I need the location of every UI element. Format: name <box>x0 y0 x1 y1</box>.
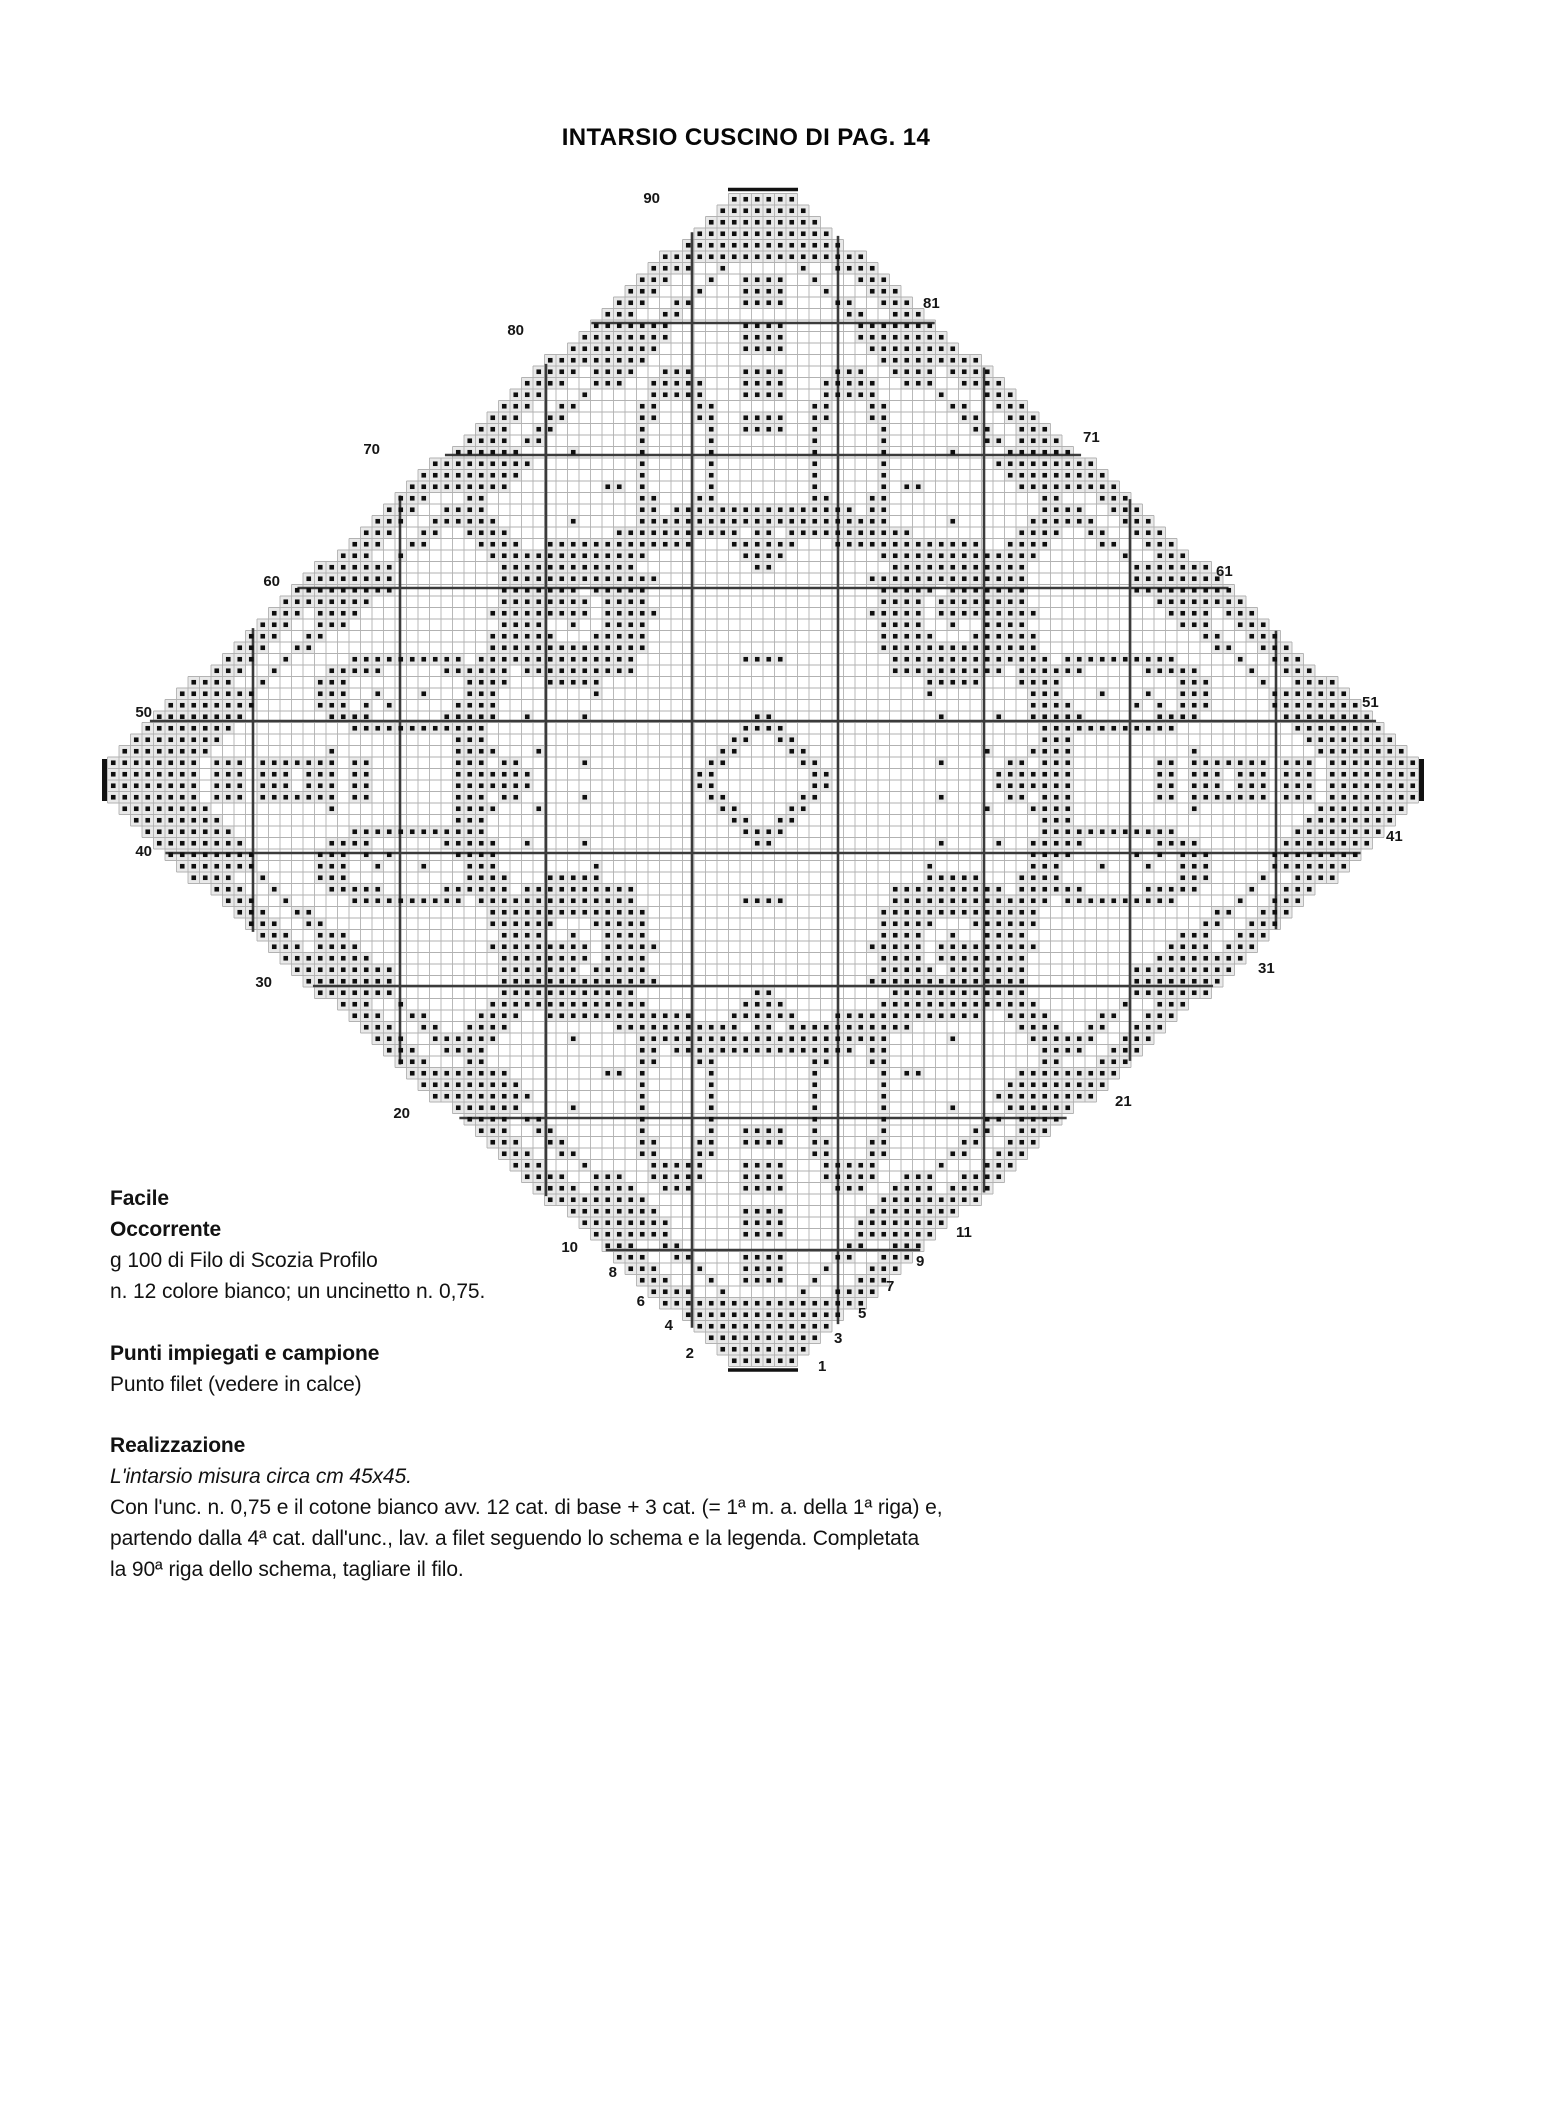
row-label-60: 60 <box>263 573 280 590</box>
row-label-6: 6 <box>636 1293 645 1310</box>
materials-section <box>110 1183 1110 1307</box>
row-label-51: 51 <box>1362 694 1379 711</box>
row-label-9: 9 <box>916 1253 925 1270</box>
row-label-11: 11 <box>956 1224 972 1241</box>
row-label-10: 10 <box>561 1239 578 1256</box>
occorrente-heading: Occorrente <box>110 1218 222 1241</box>
row-label-41: 41 <box>1386 828 1403 845</box>
page-title: INTARSIO CUSCINO DI PAG. 14 <box>561 124 931 151</box>
difficulty-label: Facile <box>110 1187 169 1210</box>
row-label-61: 61 <box>1216 563 1233 580</box>
punti-line: Punto filet (vedere in calce) <box>110 1373 362 1396</box>
row-label-50: 50 <box>135 704 152 721</box>
row-label-21: 21 <box>1115 1093 1132 1110</box>
realizzazione-heading: Realizzazione <box>110 1434 246 1457</box>
row-label-31: 31 <box>1258 960 1275 977</box>
instruction-line: la 90ª riga dello schema, tagliare il filo. <box>110 1558 464 1581</box>
instruction-line: Con l'unc. n. 0,75 e il cotone bianco avv. 12 cat. di base + 3 cat. (= 1ª m. a. della 1ª riga) e, <box>110 1496 943 1519</box>
occorrente-line: g 100 di Filo di Scozia Profilo <box>110 1249 378 1272</box>
row-label-20: 20 <box>393 1105 410 1122</box>
row-label-81: 81 <box>923 295 940 312</box>
row-label-40: 40 <box>135 843 152 860</box>
instruction-line: partendo dalla 4ª cat. dall'unc., lav. a filet seguendo lo schema e la legenda. Completata <box>110 1527 920 1550</box>
size-note: L'intarsio misura circa cm 45x45. <box>110 1465 412 1488</box>
row-label-2: 2 <box>685 1345 694 1362</box>
row-label-30: 30 <box>255 974 272 991</box>
row-label-7: 7 <box>886 1278 895 1295</box>
row-label-71: 71 <box>1083 429 1100 446</box>
stitches-section <box>110 1338 1110 1400</box>
row-label-4: 4 <box>664 1317 673 1334</box>
occorrente-line: n. 12 colore bianco; un uncinetto n. 0,75. <box>110 1280 486 1303</box>
instructions-section <box>110 1430 1110 1585</box>
row-label-8: 8 <box>608 1264 617 1281</box>
row-label-1: 1 <box>818 1358 827 1375</box>
row-label-3: 3 <box>834 1330 843 1347</box>
punti-heading: Punti impiegati e campione <box>110 1342 380 1365</box>
row-label-90: 90 <box>643 190 660 207</box>
row-label-70: 70 <box>363 441 380 458</box>
row-label-5: 5 <box>858 1305 867 1322</box>
row-label-80: 80 <box>507 322 524 339</box>
